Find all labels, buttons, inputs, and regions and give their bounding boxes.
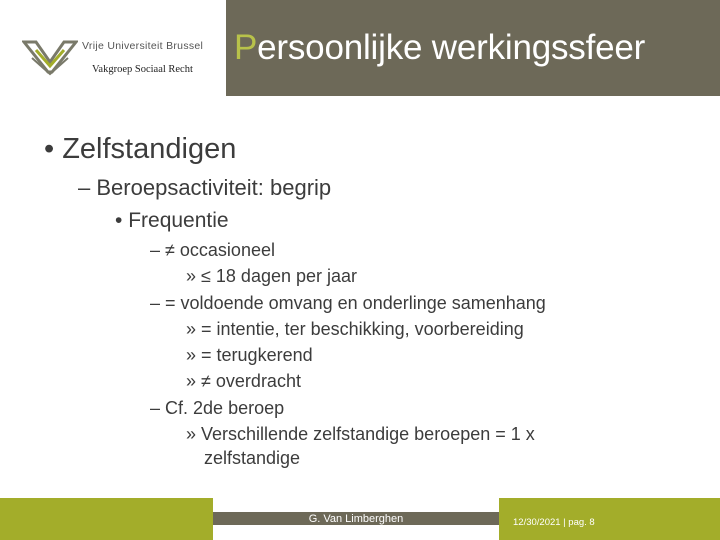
footer-accent-left: [0, 498, 213, 540]
bullet-level-5: [186, 266, 357, 287]
bullet-marker: »: [186, 424, 197, 444]
bullet-level-5: [186, 424, 535, 445]
bullet-text: Zelfstandigen: [62, 133, 237, 165]
bullet-marker: –: [150, 240, 161, 260]
bullet-marker: –: [150, 398, 161, 418]
bullet-level-4: [150, 240, 275, 261]
bullet-text: = intentie, ter beschikking, voorbereiding: [201, 319, 524, 339]
bullet-text: = voldoende omvang en onderlinge samenhang: [165, 293, 546, 313]
bullet-text: Cf. 2de beroep: [165, 398, 285, 418]
bullet-marker: –: [78, 175, 91, 200]
bullet-level-3: [115, 209, 229, 233]
bullet-text: Beroepsactiviteit: begrip: [96, 175, 332, 200]
university-name: Vrije Universiteit Brussel: [82, 40, 204, 52]
footer-date-page: 12/30/2021 | pag. 8: [513, 517, 595, 528]
bullet-text: ≠ occasioneel: [165, 240, 275, 260]
bullet-marker: »: [186, 319, 197, 339]
bullet-level-4: [150, 293, 546, 314]
bullet-marker: –: [150, 293, 161, 313]
bullet-marker: »: [186, 345, 197, 365]
bullet-marker: •: [115, 209, 123, 232]
bullet-text: ≠ overdracht: [201, 371, 301, 391]
bullet-level-4: [150, 398, 284, 419]
bullet-level-5: [186, 319, 524, 340]
footer-author: G. Van Limberghen: [308, 513, 404, 525]
bullet-marker: »: [186, 266, 197, 286]
bullet-text: = terugkerend: [201, 345, 313, 365]
title-rest: ersoonlijke werkingssfeer: [257, 28, 646, 67]
bullet-text: ≤ 18 dagen per jaar: [201, 266, 358, 286]
bullet-continuation: [204, 448, 300, 469]
title-first-letter: P: [234, 28, 258, 67]
bullet-marker: •: [44, 133, 55, 165]
bullet-text: Verschillende zelfstandige beroepen = 1 x: [201, 424, 535, 444]
bullet-text: zelfstandige: [204, 448, 301, 468]
bullet-text: Frequentie: [128, 209, 229, 232]
bullet-level-2: [78, 175, 331, 201]
bullet-level-5: [186, 371, 301, 392]
footer: [0, 498, 720, 540]
bullet-level-1: [44, 133, 236, 166]
department-name: Vakgroep Sociaal Recht: [92, 64, 193, 75]
bullet-marker: »: [186, 371, 197, 391]
bullet-level-5: [186, 345, 313, 366]
